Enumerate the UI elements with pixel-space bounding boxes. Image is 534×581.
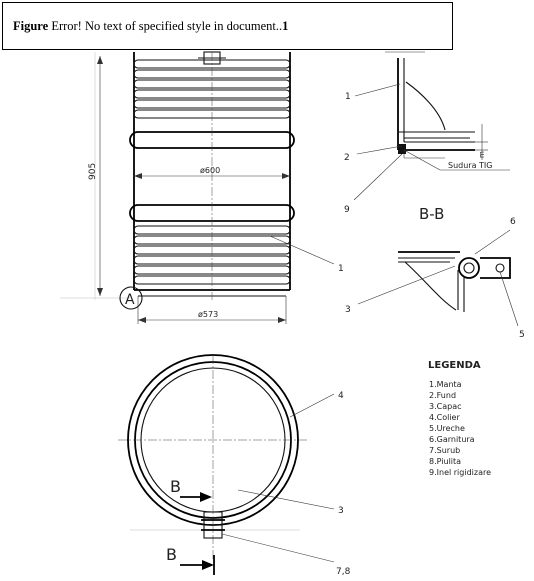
legend-item: 1.Manta <box>429 380 462 389</box>
legend-item: 9.Inel rigidizare <box>429 468 491 477</box>
callout-1-detail: 1 <box>345 92 351 102</box>
dimension-height: 905 <box>88 162 98 180</box>
caption-suffix: 1 <box>282 19 289 33</box>
legend-title: LEGENDA <box>428 360 481 371</box>
section-marker-label-lower: B <box>166 545 177 564</box>
callout-2: 2 <box>344 153 350 163</box>
legend-item: 6.Garnitura <box>429 435 475 444</box>
caption-text: Error! No text of specified style in document.. <box>51 19 283 33</box>
callout-3-top: 3 <box>338 506 344 516</box>
callout-1-barrel: 1 <box>338 264 344 274</box>
dimension-outer-diameter: ø600 <box>200 166 221 175</box>
legend-item: 2.Fund <box>429 391 457 400</box>
caption-label: Figure <box>13 19 49 33</box>
dimension-bottom-diameter: ø573 <box>198 310 219 319</box>
figure-caption-box <box>2 2 453 50</box>
section-title: B-B <box>419 205 445 223</box>
callout-4: 4 <box>338 391 344 401</box>
legend-item: 8.Piulita <box>429 457 462 466</box>
legend-item: 3.Capac <box>429 402 462 411</box>
detail-marker-label: A <box>125 292 135 308</box>
section-marker-label-upper: B <box>170 477 181 496</box>
figure-caption <box>13 19 288 34</box>
weld-note: Sudura TIG <box>448 161 493 170</box>
section-marker-upper <box>170 477 212 502</box>
dimension-weld-gap: m <box>478 151 486 158</box>
legend <box>428 360 491 477</box>
legend-item: 4.Colier <box>429 413 460 422</box>
callout-6: 6 <box>510 217 516 227</box>
construction-lines <box>60 52 300 530</box>
section-marker-lower <box>166 545 214 575</box>
callout-5: 5 <box>519 330 525 340</box>
callout-7-8: 7,8 <box>336 567 351 577</box>
callout-3-section: 3 <box>345 305 351 315</box>
weld-detail <box>385 44 510 170</box>
legend-item: 5.Ureche <box>429 424 465 433</box>
legend-item: 7.Surub <box>429 446 461 455</box>
top-view <box>118 355 308 560</box>
callout-9: 9 <box>344 205 350 215</box>
